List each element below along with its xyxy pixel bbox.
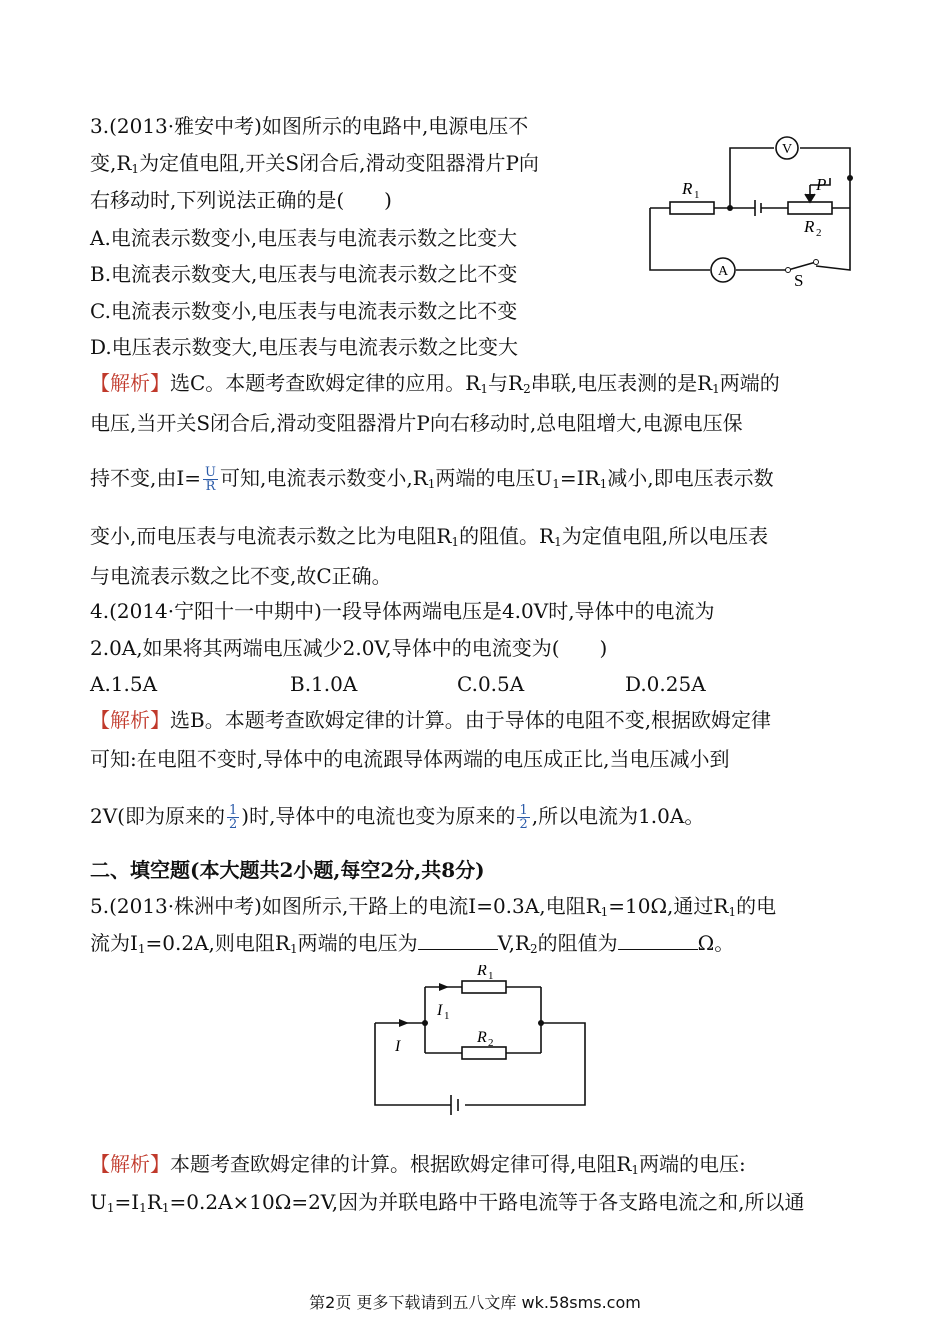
- fraction-one-half: $\frac{1}{2}$: [519, 803, 528, 832]
- r2-subscript: 2: [488, 1037, 494, 1049]
- q3-line2: 变$,R_1$为定值电阻,开关S闭合后,滑动变阻器滑片P向: [90, 151, 539, 176]
- i1-label: I: [437, 1002, 443, 1019]
- q3-line1: 3.(2013·雅安中考)如图所示的电路中,电源电压不: [90, 114, 529, 138]
- q3-line3: 右移动时,下列说法正确的是( ): [90, 188, 392, 212]
- voltage-answer-blank[interactable]: [418, 929, 498, 950]
- q5-line1: 5.(2013·株洲中考)如图所示,干路上的电流I=0.3A,电阻$R_1=10\Omega$,通过$R_1$的电: [90, 894, 777, 919]
- q4-option-d: D.0.25A: [625, 672, 706, 696]
- q3-option-c: C.电流表示数变小,电压表与电流表示数之比不变: [90, 299, 518, 323]
- voltmeter-label: V: [781, 142, 793, 157]
- q3-solution-line5: 与电流表示数之比不变,故C正确。: [90, 564, 392, 588]
- page-footer: 第2页 更多下载请到五八文库 wk.58sms.com: [309, 1293, 641, 1312]
- solution-tag: 【解析】: [90, 371, 170, 395]
- r2-label: R: [477, 1029, 487, 1046]
- q4-option-b: B.1.0A: [290, 672, 358, 696]
- circuit-diagram-2: [365, 965, 595, 1115]
- i-label: I: [395, 1038, 401, 1055]
- q3-solution-line2: 电压,当开关S闭合后,滑动变阻器滑片P向右移动时,总电阻增大,电源电压保: [90, 411, 743, 435]
- q4-line1: 4.(2014·宁阳十一中期中)一段导体两端电压是4.0V时,导体中的电流为: [90, 599, 715, 623]
- q3-option-d: D.电压表示数变大,电压表与电流表示数之比变大: [90, 335, 519, 359]
- i1-subscript: 1: [444, 1010, 450, 1022]
- q5-solution-line2: $U_1=I_1R_1=0.2A\times 10\Omega=2V$,因为并联电路中干路电流等于各支路电流之和,所以通: [90, 1190, 805, 1215]
- q5-line2: 流为$I_1=0.2A$,则电阻$R_1$两端的电压为 $V,R_2$的阻值为 Ω。: [90, 931, 735, 956]
- solution-tag: 【解析】: [90, 708, 170, 732]
- q3-solution-line3: 持不变,由I= $\frac{U}{R}$ 可知,电流表示数变小$,R_1$两端的电压$U_1=IR_1$减小,即电压表示数: [90, 465, 774, 494]
- q3-option-b: B.电流表示数变大,电压表与电流表示数之比不变: [90, 262, 518, 286]
- q3-solution-line1: 【解析】选C。本题考查欧姆定律的应用。$R_1$与$R_2$串联,电压表测的是$R_1$两端的: [90, 371, 780, 396]
- section-title: 二、填空题(本大题共2小题,每空2分,共8分): [90, 858, 485, 882]
- q4-option-a: A.1.5A: [90, 672, 158, 696]
- solution-tag: 【解析】: [90, 1152, 170, 1176]
- q4-solution-line2: 可知:在电阻不变时,导体中的电流跟导体两端的电压成正比,当电压减小到: [90, 747, 730, 771]
- r2-subscript: 2: [816, 227, 822, 239]
- r1-subscript: 1: [694, 189, 700, 201]
- switch-s-label: S: [794, 271, 804, 290]
- ammeter-label: A: [717, 264, 729, 279]
- q4-solution-line1: 【解析】选B。本题考查欧姆定律的计算。由于导体的电阻不变,根据欧姆定律: [90, 708, 772, 732]
- circuit-diagram-1: [640, 130, 870, 290]
- q4-line2: 2.0A,如果将其两端电压减少2.0V,导体中的电流变为( ): [90, 636, 608, 660]
- r1-subscript: 1: [488, 970, 494, 982]
- fraction-u-over-r: $\frac{U}{R}$: [205, 465, 216, 494]
- q5-solution-line1: 【解析】本题考查欧姆定律的计算。根据欧姆定律可得,电阻$R_1$两端的电压:: [90, 1152, 746, 1177]
- q3-solution-line4: 变小,而电压表与电流表示数之比为电阻$R_1$的阻值。$R_1$为定值电阻,所以电压表: [90, 524, 769, 549]
- fraction-one-half: $\frac{1}{2}$: [228, 803, 238, 832]
- r2-label: R: [804, 217, 815, 236]
- q4-option-c: C.0.5A: [457, 672, 525, 696]
- slider-p-label: P: [816, 175, 827, 194]
- r1-label: R: [477, 965, 487, 979]
- q4-solution-line3: 2V(即为原来的 $\frac{1}{2}$ )时,导体中的电流也变为原来的 $\frac{1}{2}$ ,所以电流为1.0A。: [90, 803, 705, 832]
- resistance-answer-blank[interactable]: [618, 929, 698, 950]
- r1-label: R: [682, 179, 693, 198]
- q3-option-a: A.电流表示数变小,电压表与电流表示数之比变大: [90, 226, 518, 250]
